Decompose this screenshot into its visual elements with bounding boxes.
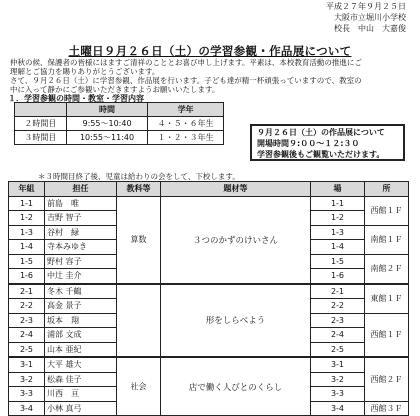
class-teacher: 谷村 緑 xyxy=(45,225,117,240)
class-teacher: 中辻 圭介 xyxy=(45,269,117,284)
schedule-row xyxy=(15,131,224,145)
class-number: 2-5 xyxy=(9,342,45,357)
class-teacher: 浦部 文成 xyxy=(45,328,117,343)
header-class: 年組 xyxy=(9,182,45,197)
class-room: 1-3 xyxy=(311,225,365,240)
document-date: 平成２７年９月２５日 xyxy=(326,2,406,11)
class-room: 1-6 xyxy=(311,269,365,284)
schedule-time: 10:55～11:40 xyxy=(66,131,148,145)
schedule-period: ２時間目 xyxy=(15,117,67,131)
class-room: 2-5 xyxy=(311,342,365,357)
class-location: 西館１Ｆ xyxy=(365,196,409,225)
class-number: 1-2 xyxy=(9,211,45,226)
class-teacher: 寺本みゆき xyxy=(45,240,117,255)
class-location: 東館１Ｆ xyxy=(365,284,409,314)
schedule-grades: ４・５・６年生 xyxy=(148,117,224,131)
class-number: 3-4 xyxy=(9,401,45,416)
class-location: 南館２Ｆ xyxy=(365,254,409,284)
class-number: 3-2 xyxy=(9,372,45,387)
class-location: 西館３Ｆ xyxy=(365,401,409,416)
class-number: 2-3 xyxy=(9,313,45,328)
header-subject: 教科等 xyxy=(117,182,161,197)
class-teacher: 坂本 翔 xyxy=(45,313,117,328)
schedule-row xyxy=(15,117,224,131)
class-room: 1-2 xyxy=(311,211,365,226)
class-number: 1-5 xyxy=(9,254,45,269)
class-room: 3-3 xyxy=(311,387,365,402)
class-number: 1-4 xyxy=(9,240,45,255)
header-place: 場 xyxy=(311,182,365,197)
class-room: 3-2 xyxy=(311,372,365,387)
class-room: 2-3 xyxy=(311,313,365,328)
class-location: 西館１Ｆ xyxy=(365,313,409,357)
class-room: 2-2 xyxy=(311,299,365,314)
document-title: 土曜日９月２６日（土）の学習参観・作品展について xyxy=(68,44,352,58)
class-teacher: 小林 真弓 xyxy=(45,401,117,416)
class-number: 3-3 xyxy=(9,387,45,402)
exhibition-notice-box xyxy=(250,124,405,161)
header-theme: 題材等 xyxy=(161,182,311,197)
class-row xyxy=(9,284,409,299)
class-teacher: 大平 雄大 xyxy=(45,357,117,372)
schedule-header-blank xyxy=(15,103,67,117)
class-teacher: 川西 亘 xyxy=(45,387,117,402)
class-number: 1-1 xyxy=(9,196,45,211)
class-schedule-table xyxy=(8,181,409,416)
school-name: 大阪市立堀川小学校 xyxy=(334,13,406,22)
class-room: 1-5 xyxy=(311,254,365,269)
class-teacher: 野村 容子 xyxy=(45,254,117,269)
class-teacher: 山本 亜紀 xyxy=(45,342,117,357)
header-location: 所 xyxy=(365,182,409,197)
class-table-header-row xyxy=(9,182,409,197)
exhibition-notice-line-1: ９月２６日（土）の作品展について xyxy=(257,128,385,137)
class-room: 3-4 xyxy=(311,401,365,416)
class-number: 2-4 xyxy=(9,328,45,343)
class-number: 3-1 xyxy=(9,357,45,372)
class-teacher: 松森 佳子 xyxy=(45,372,117,387)
class-teacher: 前島 唯 xyxy=(45,196,117,211)
class-number: 2-1 xyxy=(9,284,45,299)
schedule-header-grade: 学年 xyxy=(148,103,224,117)
class-room: 3-1 xyxy=(311,357,365,372)
intro-line-2: 理解とご協力を賜りありがとうございます。 xyxy=(10,67,160,76)
class-room: 2-1 xyxy=(311,284,365,299)
class-room: 2-4 xyxy=(311,328,365,343)
class-teacher: 高金 景子 xyxy=(45,299,117,314)
class-location: 南館１Ｆ xyxy=(365,225,409,254)
class-teacher: 吉野 智子 xyxy=(45,211,117,226)
header-teacher: 担任 xyxy=(45,182,117,197)
schedule-header-row xyxy=(15,103,224,117)
exhibition-notice-line-3: 学習参観後もご観覧いただけます。 xyxy=(257,150,385,159)
class-location: 西館２Ｆ xyxy=(365,357,409,401)
class-teacher: 冬木 千鶴 xyxy=(45,284,117,299)
exhibition-notice-line-2: 開場時間９:００～１２:３０ xyxy=(257,139,360,148)
schedule-time: 9:55～10:40 xyxy=(66,117,148,131)
intro-line-3: さて、９月２６日（土）に学習参観、作品展を行います。子ども達が精一杯頑張っていますので、教室の xyxy=(10,76,362,85)
schedule-header-time: 時間 xyxy=(66,103,148,117)
class-room: 1-4 xyxy=(311,240,365,255)
schedule-table xyxy=(14,102,224,145)
principal-name: 校長 中山 大嘉俊 xyxy=(334,24,406,33)
class-number: 1-3 xyxy=(9,225,45,240)
class-theme: 店で働く人びとのくらし xyxy=(161,357,311,416)
class-row xyxy=(9,196,409,211)
intro-line-1: 仲秋の候、保護者の皆様にはますご清祥のこととお喜び申し上げます。平素は、本校教育活動の推進にご xyxy=(10,58,362,67)
dismissal-note: ＊３時間目終了後、児童は給わりの会をして、下校します。 xyxy=(38,172,240,181)
class-row xyxy=(9,357,409,372)
class-subject: 算数 xyxy=(117,196,161,284)
class-number: 1-6 xyxy=(9,269,45,284)
schedule-period: ３時間目 xyxy=(15,131,67,145)
class-theme: ３つのかずのけいさん xyxy=(161,196,311,284)
class-theme: 形をしらべよう xyxy=(161,284,311,358)
intro-line-4: 中に入って静かにご参観いただきますようお願いいたします。 xyxy=(10,85,220,94)
class-subject xyxy=(117,284,161,358)
section-heading: １．学習参観の時間・教室・学習内容 xyxy=(8,94,144,103)
class-subject: 社会 xyxy=(117,357,161,416)
schedule-grades: １・２・３年生 xyxy=(148,131,224,145)
class-number: 2-2 xyxy=(9,299,45,314)
class-room: 1-1 xyxy=(311,196,365,211)
